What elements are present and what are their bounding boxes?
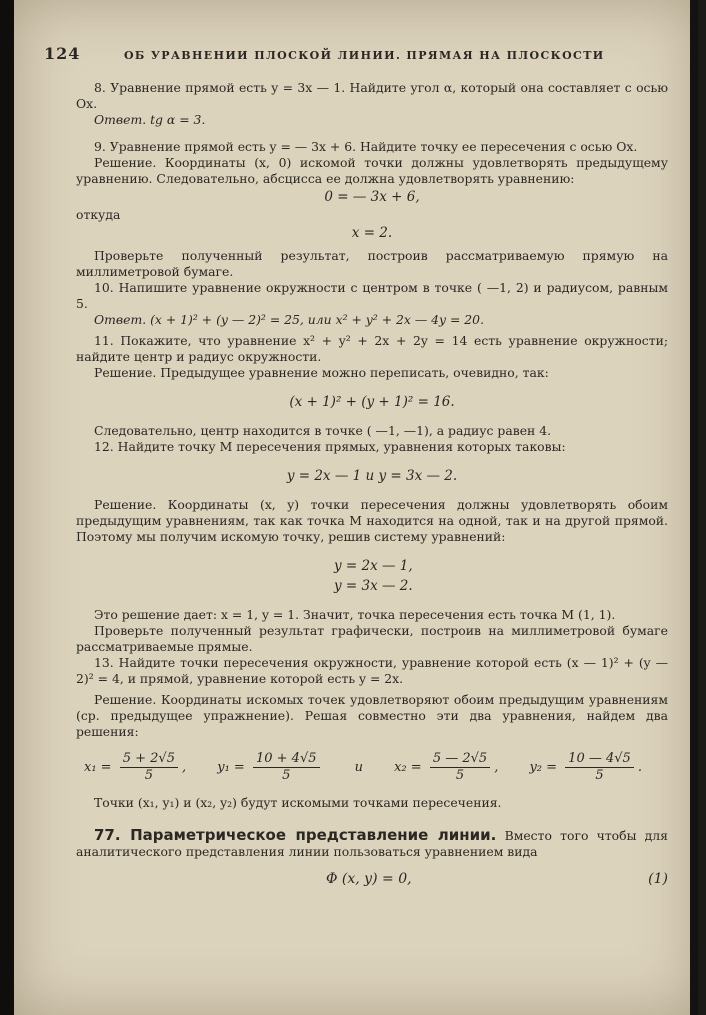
fraction: $\frac{10 — 4√5}{5}$ xyxy=(565,751,634,784)
root-y1: y₁ = $\frac{10 + 4√5}{5}$ xyxy=(217,751,323,784)
running-title: ОБ УРАВНЕНИИ ПЛОСКОЙ ЛИНИИ. ПРЯМАЯ НА ПЛОСКОСТИ xyxy=(123,49,605,62)
page-number: 124 xyxy=(44,44,81,63)
exercise-9-solution: Решение. Координаты (x, 0) искомой точки должны удовлетворять предыдущему уравнению. Следовательно, абсцисса ее должна удовлетворять уравнению: xyxy=(76,155,668,186)
exercise-13-points: Точки (x₁, y₁) и (x₂, y₂) будут искомыми точками пересечения. xyxy=(94,795,502,810)
exercise-13-roots xyxy=(76,751,668,784)
page-header xyxy=(44,44,674,63)
exercise-12-check: Проверьте полученный результат графически, построив на миллиметровой бумаге рассматриваемые прямые. xyxy=(76,623,668,654)
section-77-equation xyxy=(76,871,668,887)
root-x2: x₂ = $\frac{5 — 2√5}{5}$ , xyxy=(394,751,499,783)
exercise-11-solution: Решение. Предыдущее уравнение можно переписать, очевидно, так: xyxy=(94,365,549,380)
exercise-12-system-2: y = 3x — 2. xyxy=(334,578,413,594)
root-y2: y₂ = $\frac{10 — 4√5}{5}$ . xyxy=(529,751,642,783)
equation-1: Φ (x, y) = 0, xyxy=(326,871,412,887)
fraction: $\frac{10 + 4√5}{5}$ xyxy=(253,751,320,784)
conjunction-and: и xyxy=(354,759,363,775)
fraction: $\frac{5 — 2√5}{5}$ xyxy=(430,751,490,784)
exercise-10-answer: Ответ. (x + 1)² + (y — 2)² = 25, или x² + y² + 2x — 4y = 20. xyxy=(94,312,485,327)
root-x1: x₁ = $\frac{5 + 2√5}{5}$ , xyxy=(84,751,187,783)
exercise-10: 10. Напишите уравнение окружности с центром в точке ( —1, 2) и радиусом, равным 5. xyxy=(76,280,668,311)
exercise-8-answer: Ответ. tg α = 3. xyxy=(94,112,206,127)
fraction: $\frac{5 + 2√5}{5}$ xyxy=(120,751,178,784)
exercise-12-equations: y = 2x — 1 и y = 3x — 2. xyxy=(286,468,458,484)
section-77 xyxy=(76,827,668,860)
exercise-11-equation: (x + 1)² + (y + 1)² = 16. xyxy=(289,394,455,410)
exercise-9-equation-2: x = 2. xyxy=(351,225,393,241)
scan-left-edge xyxy=(0,0,14,1015)
scan-right-edge xyxy=(690,0,698,1015)
page-body xyxy=(76,80,668,887)
check-note-1: Проверьте полученный результат, построив рассматриваемую прямую на миллиметровой бумаге. xyxy=(76,248,668,279)
exercise-12-system-1: y = 2x — 1, xyxy=(334,558,413,574)
exercise-11-conclusion: Следовательно, центр находится в точке ( —1, —1), а радиус равен 4. xyxy=(94,423,552,438)
exercise-13: 13. Найдите точки пересечения окружности, уравнение которой есть (x — 1)² + (y — 2)² = 4, и прямой, уравнение которой есть y = 2x. xyxy=(76,655,668,686)
exercise-8: 8. Уравнение прямой есть y = 3x — 1. Найдите угол α, который она составляет с осью Ox. xyxy=(76,80,668,111)
exercise-12-solution: Решение. Координаты (x, y) точки пересечения должны удовлетворять обоим предыдущим уравнениям, так как точка M находится на одной, так и на другой прямой. Поэтому мы получим искомую точку, решив систему уравнений: xyxy=(76,497,668,544)
section-77-text: Вместо того чтобы для аналитического представления линии пользоваться уравнением вида xyxy=(76,828,668,859)
exercise-9-otkuda: откуда xyxy=(76,207,121,222)
section-77-title: 77. Параметрическое представление линии. xyxy=(94,826,497,844)
exercise-12-result: Это решение дает: x = 1, y = 1. Значит, точка пересечения есть точка M (1, 1). xyxy=(94,607,616,622)
exercise-12: 12. Найдите точку M пересечения прямых, уравнения которых таковы: xyxy=(94,439,566,454)
equation-number: (1) xyxy=(648,871,668,887)
book-page xyxy=(14,0,698,1015)
exercise-9: 9. Уравнение прямой есть y = — 3x + 6. Найдите точку ее пересечения с осью Ox. xyxy=(94,139,638,154)
exercise-9-equation-1: 0 = — 3x + 6, xyxy=(324,189,420,205)
exercise-13-solution: Решение. Координаты искомых точек удовлетворяют обоим предыдущим уравнениям (ср. предыдущее упражнение). Решая совместно эти два уравнения, найдем два решения: xyxy=(76,692,668,739)
exercise-11: 11. Покажите, что уравнение x² + y² + 2x + 2y = 14 есть уравнение окружности; найдите центр и радиус окружности. xyxy=(76,333,668,364)
